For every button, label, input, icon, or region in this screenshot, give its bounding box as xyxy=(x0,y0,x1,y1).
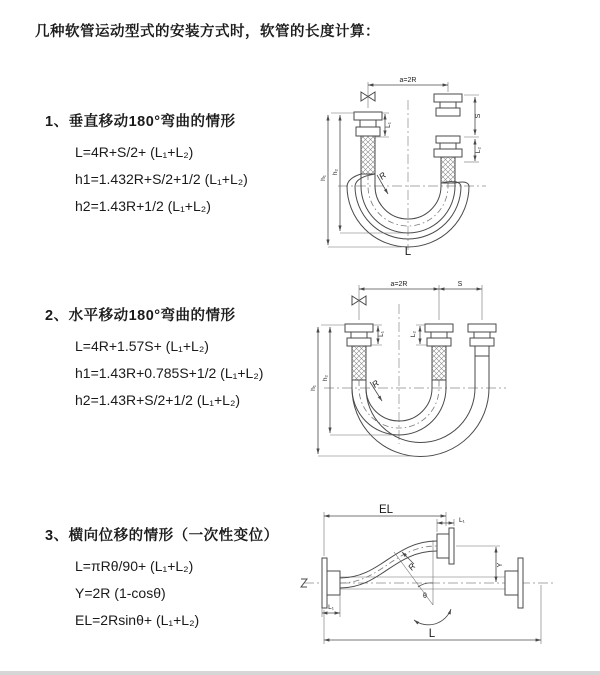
dim-label-s: S xyxy=(475,113,482,119)
dim-label-l2: L₂ xyxy=(475,146,482,154)
diagram-3-svg xyxy=(296,498,561,656)
hose-braid-right xyxy=(441,157,455,183)
hose-braid-left xyxy=(361,136,375,174)
section-3 xyxy=(45,524,279,634)
hose-displaced-position xyxy=(340,528,454,588)
hose-braid-middle xyxy=(432,346,446,380)
fitting-right xyxy=(468,324,496,356)
formula-line: Y=2R (1-cosθ) xyxy=(75,585,166,601)
dimension-l2 xyxy=(410,325,427,345)
dimension-width xyxy=(359,281,482,320)
formula-line: L=4R+S/2+ (L₁+L₂) xyxy=(75,144,194,160)
angle-label: θ xyxy=(423,593,427,600)
section-3-heading: 3、横向位移的情形（一次性变位） xyxy=(45,528,279,544)
hose-braid-left xyxy=(352,346,366,380)
dim-label-l2: L₂ xyxy=(410,330,417,338)
dim-label-s: S xyxy=(457,281,463,288)
formula-line: h2=1.43R+S/2+1/2 (L₁+L₂) xyxy=(75,392,241,408)
dimension-l2 xyxy=(464,139,482,162)
dim-label-h1: h₁ xyxy=(320,175,327,181)
dim-label-l: L xyxy=(428,628,436,640)
section-1-heading: 1、垂直移动180°弯曲的情形 xyxy=(45,114,236,130)
fitting-left xyxy=(354,112,382,136)
diagram-2-svg xyxy=(294,276,539,462)
dimension-s xyxy=(439,281,482,289)
fitting-left xyxy=(345,324,373,346)
diagram-1-svg xyxy=(298,72,535,258)
dim-label-a2r: a=2R xyxy=(390,281,408,288)
dim-label-h2: h₂ xyxy=(332,168,339,176)
formula-line: h2=1.43R+1/2 (L₁+L₂) xyxy=(75,198,211,214)
hose-swept-position xyxy=(352,356,489,456)
radius-callout xyxy=(377,170,388,194)
radius-callout xyxy=(370,378,382,401)
dim-label-h2: h₂ xyxy=(322,374,329,382)
dimension-s xyxy=(464,95,482,137)
formula-line: h1=1.432R+S/2+1/2 (L₁+L₂) xyxy=(75,171,248,187)
dimension-y xyxy=(456,546,504,582)
fitting-right-lower xyxy=(434,136,462,157)
radius-label: R xyxy=(376,169,388,182)
formula-line: h1=1.43R+0.785S+1/2 (L₁+L₂) xyxy=(75,365,264,381)
radius-label: R xyxy=(405,561,418,573)
formula-line: L=πRθ/90+ (L₁+L₂) xyxy=(75,558,194,574)
dim-label-y: Y xyxy=(497,562,504,568)
section-2 xyxy=(45,304,263,414)
section-1 xyxy=(45,110,248,220)
diagram-1 xyxy=(298,72,535,258)
formula-line: EL=2Rsinθ+ (L₁+L₂) xyxy=(75,612,200,628)
dim-label-l1-bottom: L₁ xyxy=(328,604,334,611)
flange-left xyxy=(322,558,340,608)
dim-label-h1: h₁ xyxy=(310,385,317,391)
diagram-3 xyxy=(296,498,561,656)
radius-label: R xyxy=(369,377,381,390)
section-2-heading: 2、水平移动180°弯曲的情形 xyxy=(45,308,236,324)
length-label: L xyxy=(404,246,412,258)
dim-label-a2r: a=2R xyxy=(399,77,417,84)
dimension-el xyxy=(324,504,446,556)
dim-label-l1-top: L₁ xyxy=(459,517,465,524)
formula-line: L=4R+1.57S+ (L₁+L₂) xyxy=(75,338,209,354)
dim-label-l1: L₁ xyxy=(378,331,385,337)
fitting-right-upper xyxy=(434,94,462,116)
dim-label-el: EL xyxy=(378,504,394,516)
page-title: 几种软管运动型式的安装方式时，软管的长度计算： xyxy=(35,24,380,40)
diagram-2 xyxy=(294,276,539,462)
dim-label-l1: L₁ xyxy=(385,122,392,128)
fitting-middle xyxy=(425,324,453,346)
page-bottom-edge xyxy=(0,671,600,675)
